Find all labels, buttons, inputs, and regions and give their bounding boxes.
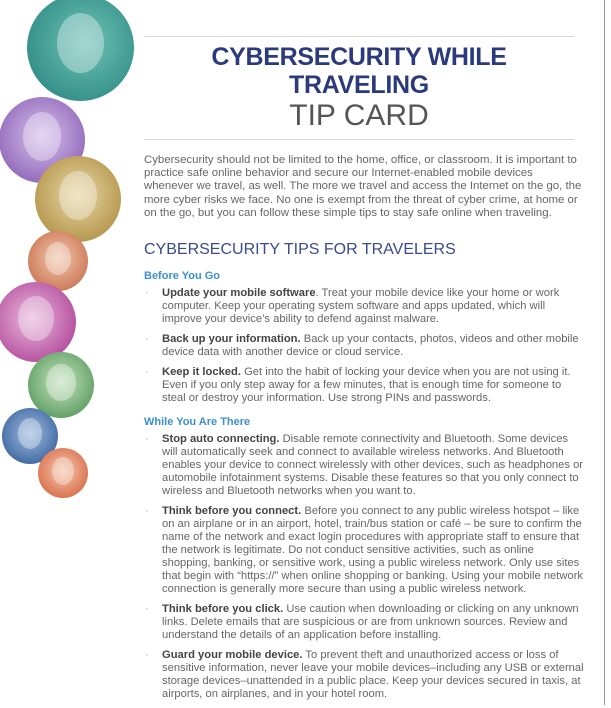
face-highlight <box>46 364 75 401</box>
tip-text: Disable remote connectivity and Bluetooth. Some devices will automatically seek and connect to available wireless networks. And Bluetooth enables your device to connect wirelessly with other devices, such as headphones or automobile infotainment systems. Disable these features so that you only connect to wireless and Bluetooth networks when you want to. <box>162 433 584 498</box>
tip-title: Think before you click. <box>162 603 284 616</box>
bullet-icon: · <box>145 287 149 300</box>
tip-text: Before you connect to any public wireless hotspot – like on an airplane or in an airport, hotel, train/bus station or café – be sure to confirm the name of the network and exact login procedures with appropriate staff to ensure that the network is legitimate. Do not conduct sensitive activities, such as online shopping, banking, or sensitive work, using a public wireless network. Only use sites that begin with “https://” when online shopping or banking. Using your mobile network connection is generally more secure than using a public wireless network. <box>162 505 584 596</box>
page-edge <box>604 0 605 705</box>
portrait-photo <box>27 0 134 101</box>
tip-title: Update your mobile software <box>162 287 316 300</box>
while-you-are-there-heading: While You Are There <box>144 416 251 429</box>
face-highlight <box>23 112 61 160</box>
bullet-icon: · <box>145 366 149 379</box>
page-subtitle: TIP CARD <box>289 99 429 132</box>
portrait-photo <box>0 282 76 362</box>
tip-text: . Treat your mobile device like your home or work computer. Keep your operating system software and apps updated, which will improve your device’s ability to defend against malware. <box>162 287 560 326</box>
tip-text: To prevent theft and unauthorized access or loss of sensitive information, never leave your mobile devices–including any USB or external storage devices–unattended in a public place. Keep your devices secured in taxis, at airports, on airplanes, and in your hotel room. <box>162 649 584 701</box>
bullet-icon: · <box>145 603 149 616</box>
tip-title: Think before you connect. <box>162 505 302 518</box>
portrait-photo <box>38 448 88 498</box>
face-highlight <box>45 242 71 276</box>
portrait-photo <box>35 156 121 242</box>
intro-paragraph: Cybersecurity should not be limited to the home, office, or classroom. It is important to practice safe online behavior and secure our Internet-enabled mobile devices whenever we travel, as well. The more we travel and access the Internet on the go, the more cyber risks we face. No one is exempt from the threat of cyber crime, at home or on the go, but you can follow these simple tips to stay safe online when traveling. <box>144 154 582 219</box>
face-highlight <box>59 171 97 219</box>
divider <box>144 139 574 140</box>
face-highlight <box>18 418 43 449</box>
tip-title: Stop auto connecting. <box>162 433 280 446</box>
bullet-icon: · <box>145 333 149 346</box>
while-you-are-there-list <box>144 433 584 701</box>
portrait-photo <box>28 352 94 418</box>
list-item <box>144 649 584 701</box>
divider <box>144 36 574 37</box>
tip-card-content <box>144 36 584 708</box>
bullet-icon: · <box>145 649 149 662</box>
list-item <box>144 333 584 359</box>
tip-title: Keep it locked. <box>162 366 241 379</box>
list-item <box>144 505 584 596</box>
tip-title: Guard your mobile device. <box>162 649 303 662</box>
before-you-go-heading: Before You Go <box>144 270 220 283</box>
tip-text: Use caution when downloading or clicking on any unknown links. Delete emails that are suspicious or are from unknown sources. Review and understand the details of an application before installing. <box>162 603 579 642</box>
list-item <box>144 603 584 642</box>
before-you-go-list <box>144 287 584 405</box>
face-highlight <box>52 457 74 485</box>
tip-title: Back up your information. <box>162 333 301 346</box>
page-title: CYBERSECURITY WHILE TRAVELING <box>211 43 507 99</box>
tip-text: Back up your contacts, photos, videos and other mobile device data with another device or cloud service. <box>162 333 579 359</box>
bullet-icon: · <box>145 505 149 518</box>
list-item <box>144 433 584 498</box>
bullet-icon: · <box>145 433 149 446</box>
list-item <box>144 366 584 405</box>
tip-text: Get into the habit of locking your device when you are not using it. Even if you only step away for a few minutes, that is enough time for someone to steal or destroy your information. Use strong PINs and passwords. <box>162 366 571 405</box>
list-item <box>144 287 584 326</box>
section-title: CYBERSECURITY TIPS FOR TRAVELERS <box>144 241 456 259</box>
face-highlight <box>57 13 104 73</box>
face-highlight <box>18 296 53 341</box>
